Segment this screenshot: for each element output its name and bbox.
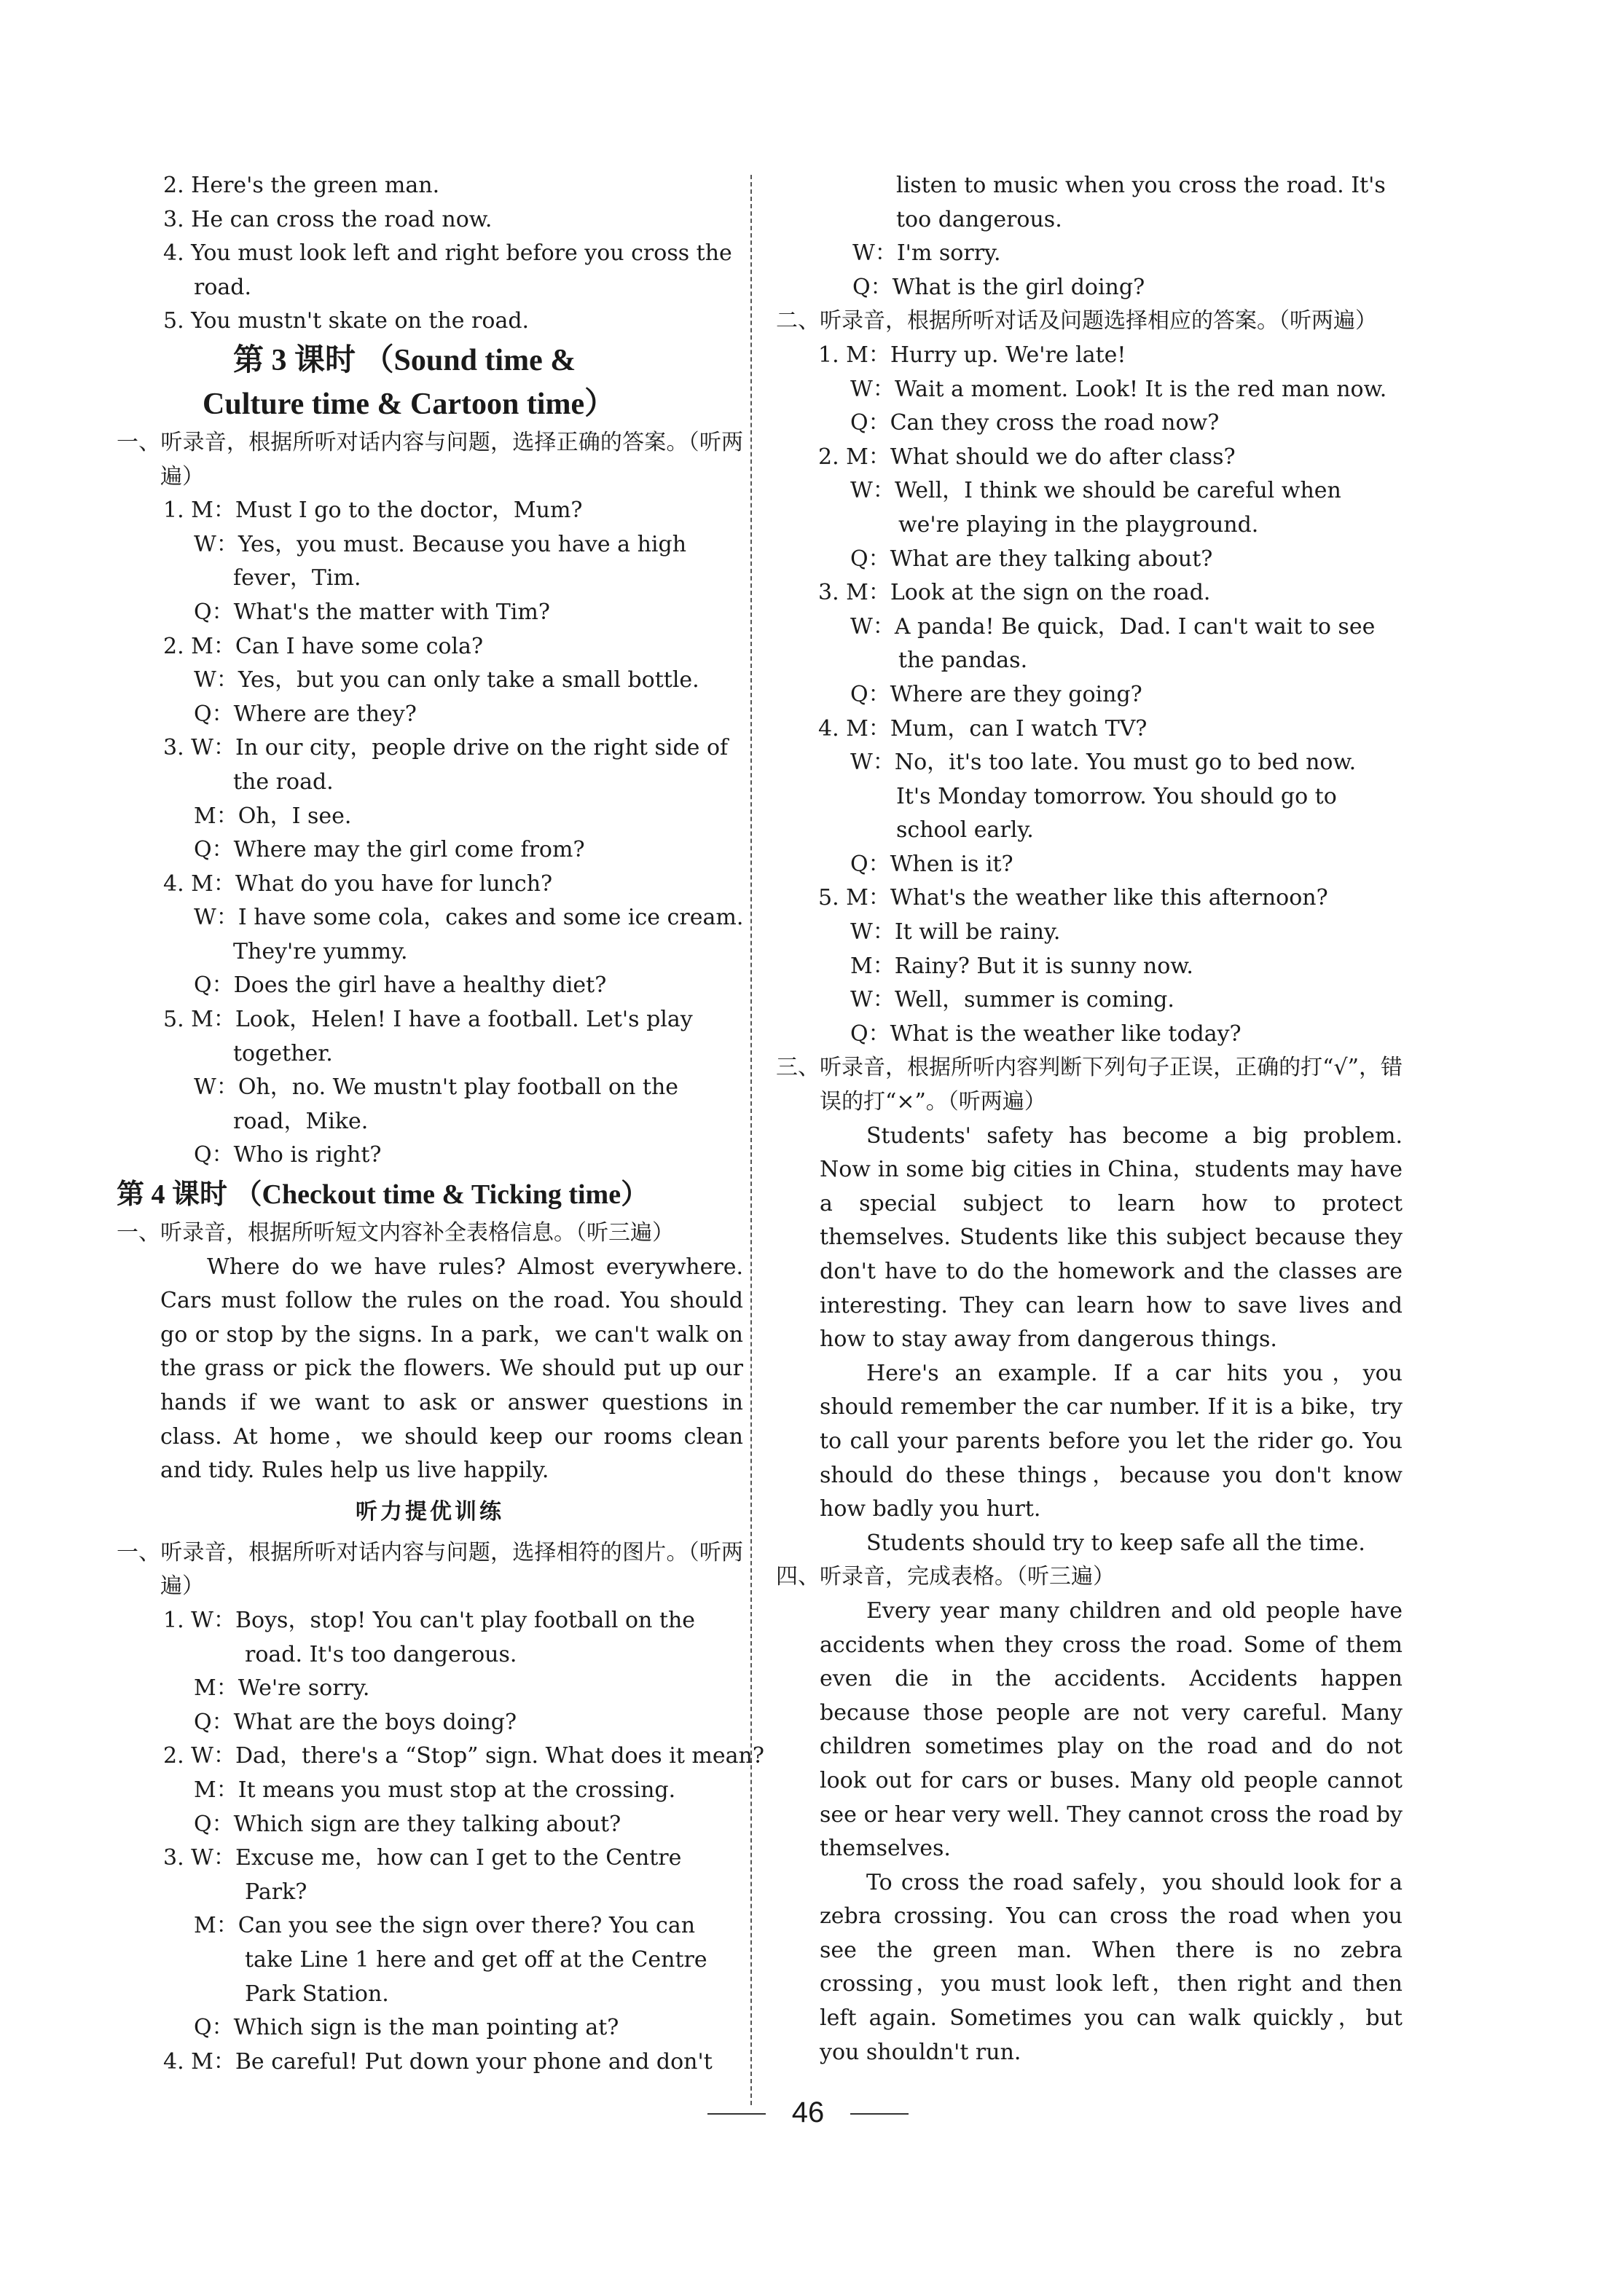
lesson-4-title: 第 4 课时 （Checkout time & Ticking time） bbox=[117, 1179, 649, 1211]
text-line: W：I have some cola，cakes and some ice cream. bbox=[194, 905, 744, 931]
text-line: take Line 1 here and get off at the Centre bbox=[245, 1946, 707, 1973]
text-line: Q：Can they cross the road now? bbox=[850, 410, 1220, 436]
page-number-dash bbox=[850, 2113, 909, 2115]
text-line: Q：Which sign are they talking about? bbox=[194, 1811, 621, 1837]
text-line: Q：Where may the girl come from? bbox=[194, 837, 585, 863]
text-line: W：It will be rainy. bbox=[850, 919, 1061, 945]
lesson-3-title: 第 3 课时 （Sound time & bbox=[233, 343, 576, 377]
text-line: W：No，it's too late. You must go to bed now. bbox=[850, 750, 1357, 776]
text-line: It's Monday tomorrow. You should go to bbox=[896, 783, 1337, 809]
section-instruction: 一、听录音，根据所听对话内容与问题，选择正确的答案。（听两遍） bbox=[117, 429, 743, 490]
text-line: Q：What's the matter with Tim? bbox=[194, 599, 550, 625]
text-line: road，Mike. bbox=[233, 1108, 369, 1134]
text-line: Q：Does the girl have a healthy diet? bbox=[194, 972, 607, 999]
text-line: W：Well，summer is coming. bbox=[850, 987, 1174, 1013]
section-instruction: 二、听录音，根据所听对话及问题选择相应的答案。（听两遍） bbox=[776, 308, 1377, 334]
text-line: 5. M：Look，Helen! I have a football. Let's play bbox=[163, 1007, 693, 1033]
text-line: W：Wait a moment. Look! It is the red man now. bbox=[850, 376, 1387, 402]
passage-paragraph: To cross the road safely，you should look for a zebra crossing. You can cross the road when you see the green man. When there is no zebra crossing，you must look left，then right and then left again. Sometimes you can walk quickly，but you shouldn't run. bbox=[820, 1869, 1403, 2065]
text-line: Q：When is it? bbox=[850, 851, 1013, 877]
left-column bbox=[117, 169, 764, 2079]
text-line: 5. You mustn't skate on the road. bbox=[163, 308, 530, 334]
section-instruction: 四、听录音，完成表格。（听三遍） bbox=[776, 1564, 1115, 1590]
section-instruction: 三、听录音，根据所听内容判断下列句子正误，正确的打“√”，错误的打“×”。（听两遍） bbox=[776, 1055, 1403, 1115]
text-line: M：It means you must stop at the crossing. bbox=[194, 1777, 676, 1803]
text-line: Q：Who is right? bbox=[194, 1142, 382, 1168]
text-line: Q：What are the boys doing? bbox=[194, 1709, 517, 1735]
text-line: W：Oh，no. We mustn't play football on the bbox=[194, 1074, 679, 1101]
text-line: listen to music when you cross the road. It's bbox=[896, 173, 1386, 198]
text-line: 2. Here's the green man. bbox=[163, 173, 440, 198]
text-line: together. bbox=[233, 1040, 333, 1066]
text-line: Q：What are they talking about? bbox=[850, 546, 1213, 572]
passage-paragraph: Here's an example. If a car hits you，you should remember the car number. If it is a bike，try to call your parents before you let the rider go. You should do these things，because you don't know how badly you hurt. bbox=[820, 1360, 1403, 1522]
text-line: Q：What is the girl doing? bbox=[852, 274, 1145, 300]
text-line: 2. M：Can I have some cola? bbox=[163, 633, 484, 659]
text-line: Park? bbox=[245, 1879, 307, 1905]
text-line: 1. W：Boys，stop! You can't play football on the bbox=[163, 1607, 696, 1633]
text-line: fever，Tim. bbox=[233, 565, 361, 591]
text-line: Park Station. bbox=[245, 1981, 389, 2007]
right-column bbox=[776, 169, 1403, 2069]
text-line: road. bbox=[194, 274, 252, 300]
text-line: 2. W：Dad，there's a “Stop” sign. What does it mean? bbox=[163, 1743, 764, 1769]
column-divider bbox=[750, 175, 752, 2105]
text-line: 3. W：In our city，people drive on the right side of bbox=[163, 735, 729, 761]
text-line: Q：Where are they? bbox=[194, 701, 417, 727]
text-line: 1. M：Hurry up. We're late! bbox=[818, 342, 1126, 368]
page-number-text: 46 bbox=[791, 2096, 825, 2128]
text-line: 2. M：What should we do after class? bbox=[818, 444, 1236, 470]
text-line: the pandas. bbox=[898, 648, 1028, 674]
text-line: Q：Where are they going? bbox=[850, 681, 1142, 707]
text-line: the road. bbox=[233, 768, 334, 795]
text-line: W：Yes，but you can only take a small bottle. bbox=[194, 667, 699, 693]
passage-paragraph: Every year many children and old people have accidents when they cross the road. Some of them even die in the accidents. Accidents happen because those people are not very careful. Many children sometimes play on the road and do not look out for cars or buses. Many old people cannot see or hear very well. They cannot cross the road by themselves. bbox=[820, 1597, 1403, 1862]
text-line: 4. M：Mum，can I watch TV? bbox=[818, 715, 1148, 742]
text-line: Q：What is the weather like today? bbox=[850, 1021, 1242, 1047]
text-line: W：Yes，you must. Because you have a high bbox=[194, 531, 687, 557]
page-number bbox=[0, 2091, 1616, 2134]
text-line: 4. You must look left and right before you cross the bbox=[163, 240, 732, 267]
text-line: They're yummy. bbox=[233, 938, 408, 964]
text-line: 3. W：Excuse me，how can I get to the Centre bbox=[163, 1845, 682, 1871]
text-line: M：Can you see the sign over there? You can bbox=[194, 1913, 696, 1939]
text-line: we're playing in the playground. bbox=[898, 511, 1259, 538]
text-line: 4. M：Be careful! Put down your phone and don't bbox=[163, 2048, 713, 2075]
text-line: 1. M：Must I go to the doctor，Mum? bbox=[163, 498, 583, 524]
section-instruction: 一、听录音，根据所听对话内容与问题，选择相符的图片。（听两遍） bbox=[117, 1539, 743, 1600]
page-number-dash bbox=[707, 2113, 766, 2115]
passage-paragraph: Students should try to keep safe all the time. bbox=[866, 1530, 1365, 1556]
text-line: 5. M：What's the weather like this afternoon? bbox=[818, 885, 1328, 911]
lesson-3-subtitle: Culture time & Cartoon time） bbox=[203, 387, 616, 421]
text-line: 3. He can cross the road now. bbox=[163, 206, 493, 232]
text-line: W：I'm sorry. bbox=[852, 240, 1001, 267]
passage-paragraph: Where do we have rules? Almost everywhere. Cars must follow the rules on the road. You should go or stop by the signs. In a park，we can't walk on the grass or pick the flowers. We should put up our hands if we want to ask or answer questions in class. At home，we should keep our rooms clean and tidy. Rules help us live happily. bbox=[160, 1254, 743, 1484]
text-line: 4. M：What do you have for lunch? bbox=[163, 870, 553, 897]
text-line: school early. bbox=[896, 817, 1034, 844]
text-line: Q：Which sign is the man pointing at? bbox=[194, 2015, 619, 2041]
passage-paragraph: Students' safety has become a big problem. Now in some big cities in China，students may have a special subject to learn how to protect themselves. Students like this subject because they don't have to do the homework and the classes are interesting. They can learn how to save lives and how to stay away from dangerous things. bbox=[820, 1123, 1403, 1353]
text-line: W：A panda! Be quick，Dad. I can't wait to see bbox=[850, 613, 1376, 640]
section-title: 听力提优训练 bbox=[356, 1498, 504, 1525]
text-line: 3. M：Look at the sign on the road. bbox=[818, 580, 1211, 606]
text-line: road. It's too dangerous. bbox=[245, 1641, 517, 1667]
text-line: W：Well，I think we should be careful when bbox=[850, 478, 1341, 504]
text-line: M：Oh，I see. bbox=[194, 803, 352, 829]
section-instruction: 一、听录音，根据所听短文内容补全表格信息。（听三遍） bbox=[117, 1220, 674, 1246]
text-line: M：Rainy? But it is sunny now. bbox=[850, 953, 1193, 979]
text-line: too dangerous. bbox=[896, 206, 1062, 232]
text-line: M：We're sorry. bbox=[194, 1675, 370, 1702]
